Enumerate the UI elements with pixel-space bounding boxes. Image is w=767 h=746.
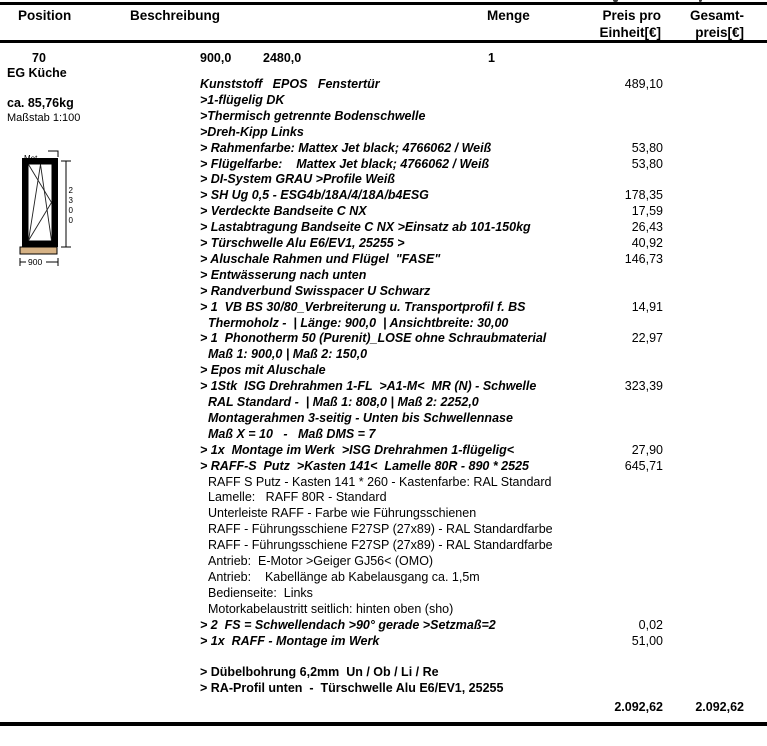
unit-price: 26,43 <box>631 220 663 235</box>
description-row <box>0 427 767 443</box>
description-text: >Thermisch getrennte Bodenschwelle <box>200 108 426 123</box>
weight-label: ca. 85,76kg <box>7 96 74 110</box>
description-text: >Dreh-Kipp Links <box>200 124 304 139</box>
scale-label: Maßstab 1:100 <box>7 112 81 124</box>
item-width-mm: 900,0 <box>200 51 232 65</box>
unit-price: 489,10 <box>624 77 663 91</box>
svg-text:0: 0 <box>68 216 73 225</box>
description-row <box>0 618 767 634</box>
unit-price: 645,71 <box>624 458 663 473</box>
column-header-qty: Menge <box>487 8 530 23</box>
description-row <box>0 316 767 332</box>
description-row <box>0 204 767 220</box>
position-number: 70 <box>32 51 46 65</box>
svg-text:0: 0 <box>68 206 73 215</box>
bottom-rule <box>0 722 767 726</box>
description-row <box>0 331 767 347</box>
description-text: > 2 FS = Schwellendach >90° gerade >Setzmaß=2 <box>200 617 496 632</box>
description-row <box>0 172 767 188</box>
description-text: > Entwässerung nach unten <box>200 267 367 282</box>
width-dimension-label: 900 <box>28 257 43 267</box>
description-row <box>0 570 767 586</box>
column-header-unit-price-line1: Preis pro <box>602 8 661 23</box>
column-header-total-line1: Gesamt- <box>689 8 744 23</box>
description-row <box>0 252 767 268</box>
description-text: Unterleiste RAFF - Farbe wie Führungsschienen <box>208 506 477 521</box>
item-height-mm: 2480,0 <box>263 51 302 65</box>
room-label: EG Küche <box>7 66 67 80</box>
description-text: Motorkabelaustritt seitlich: hinten oben (sho) <box>208 601 454 616</box>
description-row <box>0 681 767 697</box>
description-text: >1-flügelig DK <box>200 92 285 107</box>
unit-price: 17,59 <box>631 204 663 219</box>
description-row <box>0 506 767 522</box>
description-text: > Dübelbohrung 6,2mm Un / Ob / Li / Re <box>200 665 439 680</box>
description-text: Lamelle: RAFF 80R - Standard <box>208 490 387 505</box>
description-row <box>0 379 767 395</box>
description-row <box>0 284 767 300</box>
description-text: Maß X = 10 - Maß DMS = 7 <box>208 426 376 441</box>
description-text: > Flügelfarbe: Mattex Jet black; 4766062 / Weiß <box>200 156 490 171</box>
unit-price: 51,00 <box>631 633 663 648</box>
description-row <box>0 538 767 554</box>
description-row <box>0 411 767 427</box>
unit-price: 323,39 <box>624 379 663 394</box>
description-row <box>0 77 767 93</box>
description-row <box>0 268 767 284</box>
description-row <box>0 109 767 125</box>
unit-price: 178,35 <box>624 188 663 203</box>
description-row <box>0 395 767 411</box>
item-qty: 1 <box>488 51 495 65</box>
description-row <box>0 188 767 204</box>
description-row <box>0 665 767 681</box>
description-text: RAL Standard - | Maß 1: 808,0 | Maß 2: 2252,0 <box>208 395 479 409</box>
description-row <box>0 586 767 602</box>
description-text: RAFF S Putz - Kasten 141 * 260 - Kastenfarbe: RAL Standard <box>208 474 552 489</box>
unit-price-total: 2.092,62 <box>614 700 663 714</box>
unit-price: 22,97 <box>631 331 663 346</box>
description-row <box>0 300 767 316</box>
description-row <box>0 236 767 252</box>
description-text: > Türschwelle Alu E6/EV1, 25255 > <box>200 236 405 250</box>
description-text: > SH Ug 0,5 - ESG4b/18A/4/18A/b4ESG <box>200 188 429 203</box>
header-underline-rule <box>0 40 767 43</box>
description-row <box>0 475 767 491</box>
description-text: > 1Stk ISG Drehrahmen 1-FL >A1-M< MR (N) - Schwelle <box>200 379 537 394</box>
description-row <box>0 363 767 379</box>
description-text: > RAFF-S Putz >Kasten 141< Lamelle 80R - 890 * 2525 <box>200 458 529 473</box>
description-row <box>0 220 767 236</box>
description-text: > 1 VB BS 30/80_Verbreiterung u. Transportprofil f. BS <box>200 299 526 314</box>
column-header-description: Beschreibung <box>130 8 221 23</box>
grand-total: 2.092,62 <box>695 700 744 714</box>
description-row <box>0 649 767 665</box>
description-row <box>0 459 767 475</box>
description-row <box>0 490 767 506</box>
description-text: Kunststoff EPOS Fenstertür <box>200 77 380 91</box>
column-header-total-line2: preis[€] <box>695 25 744 40</box>
description-text: > Epos mit Aluschale <box>200 363 326 378</box>
description-text: > Rahmenfarbe: Mattex Jet black; 4766062 / Weiß <box>200 140 492 155</box>
description-text: RAFF - Führungsschiene F27SP (27x89) - RAL Standardfarbe <box>208 538 553 553</box>
unit-price: 14,91 <box>631 299 663 314</box>
description-text: > Lastabtragung Bandseite C NX >Einsatz ab 101-150kg <box>200 220 531 235</box>
description-text: Bedienseite: Links <box>208 585 313 600</box>
description-row <box>0 141 767 157</box>
description-row <box>0 157 767 173</box>
description-text: > 1 Phonotherm 50 (Purenit)_LOSE ohne Schraubmaterial <box>200 331 547 346</box>
unit-price: 27,90 <box>631 442 663 457</box>
column-header-unit-price-line2: Einheit[€] <box>599 25 661 40</box>
top-rule <box>0 2 767 5</box>
description-text: > 1x RAFF - Montage im Werk <box>200 633 380 648</box>
description-row <box>0 522 767 538</box>
description-text: > RA-Profil unten - Türschwelle Alu E6/EV1, 25255 <box>200 681 504 696</box>
unit-price: 53,80 <box>631 156 663 171</box>
description-text: Montagerahmen 3-seitig - Unten bis Schwellennase <box>208 410 513 425</box>
description-text: RAFF - Führungsschiene F27SP (27x89) - RAL Standardfarbe <box>208 522 553 537</box>
description-text: > Verdeckte Bandseite C NX <box>200 204 367 219</box>
description-text: > 1x Montage im Werk >ISG Drehrahmen 1-flügelig< <box>200 442 515 457</box>
description-text: > DI-System GRAU >Profile Weiß <box>200 172 395 187</box>
description-text: > Aluschale Rahmen und Flügel "FASE" <box>200 251 441 266</box>
description-row <box>0 347 767 363</box>
description-row <box>0 602 767 618</box>
unit-price: 0,02 <box>638 617 663 632</box>
description-text: Antrieb: E-Motor >Geiger GJ56< (OMO) <box>208 554 434 568</box>
description-row <box>0 125 767 141</box>
description-row <box>0 93 767 109</box>
description-text: > Randverbund Swisspacer U Schwarz <box>200 283 431 298</box>
description-row <box>0 634 767 650</box>
unit-price: 40,92 <box>631 236 663 250</box>
description-text: Antrieb: Kabellänge ab Kabelausgang ca. 1,5m <box>208 569 480 584</box>
svg-text:2: 2 <box>68 186 73 195</box>
description-row <box>0 554 767 570</box>
description-row <box>0 443 767 459</box>
unit-price: 146,73 <box>624 251 663 266</box>
description-text: Maß 1: 900,0 | Maß 2: 150,0 <box>208 347 368 362</box>
column-header-position: Position <box>18 8 72 23</box>
description-text: Thermoholz - | Länge: 900,0 | Ansichtbreite: 30,00 <box>208 315 509 330</box>
svg-text:3: 3 <box>68 196 73 205</box>
unit-price: 53,80 <box>631 140 663 155</box>
